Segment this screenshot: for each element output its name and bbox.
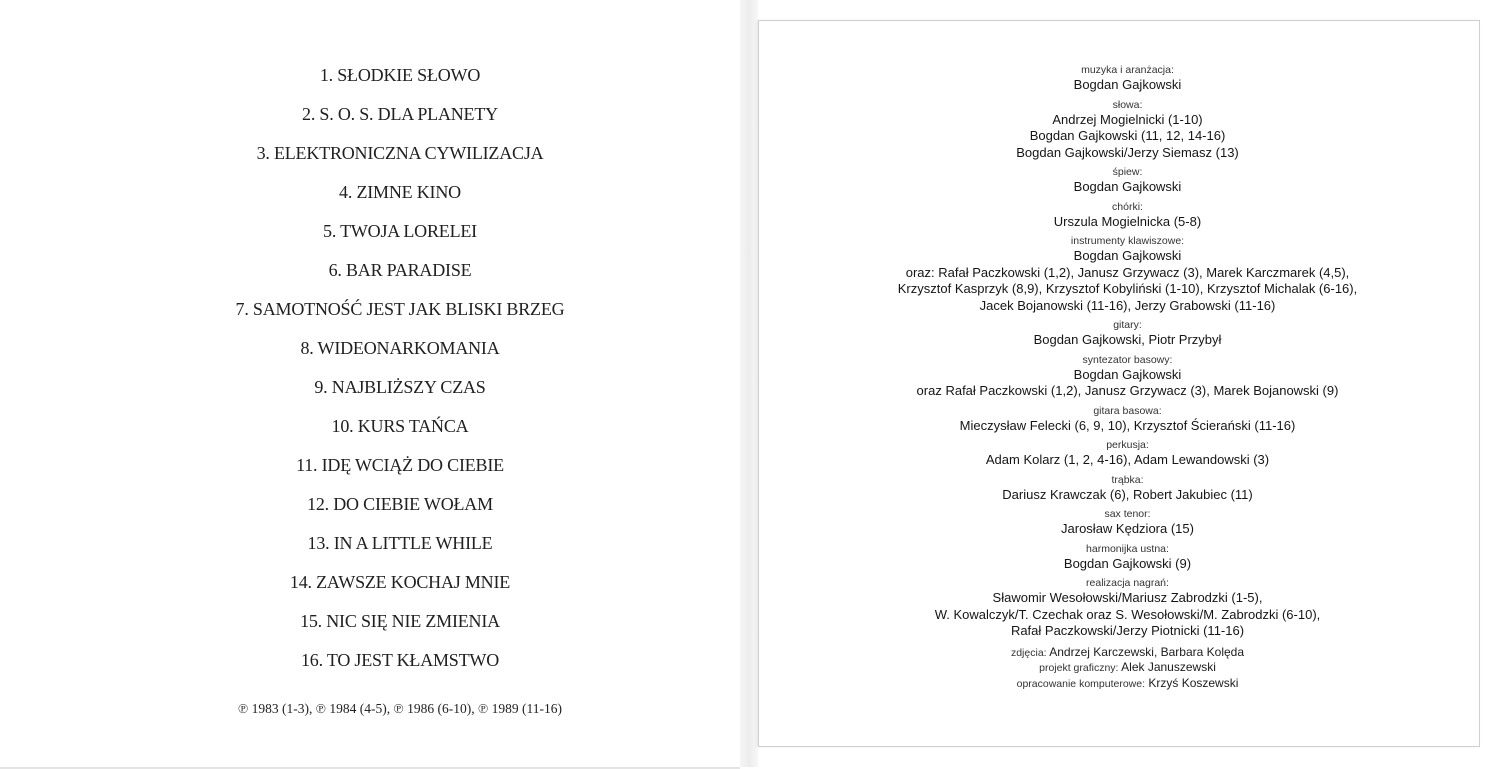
credits-list [759,64,1480,691]
track-item: 10. KURS TAŃCA [331,416,469,436]
credit-name: W. Kowalczyk/T. Czechak oraz S. Wesołowski/M. Zabrodzki (6-10), [934,606,1321,622]
credit-name: Bogdan Gajkowski [1073,248,1182,263]
credit-name: Urszula Mogielnicka (5-8) [1053,213,1202,229]
credit-name: Jarosław Kędziora (15) [1061,521,1194,536]
production-credits [759,645,1480,692]
credit-name: Rafał Paczkowski/Jerzy Piotnicki (11-16) [1010,623,1245,638]
production-credit-line [759,676,1480,692]
track-list [0,59,740,683]
copyright-line: ℗ 1983 (1-3), ℗ 1984 (4-5), ℗ 1986 (6-10), ℗ 1989 (11-16) [238,701,562,716]
credit-role: słowa: [1112,98,1143,111]
production-credit-line [759,645,1480,661]
credit-name: Bogdan Gajkowski/Jerzy Siemasz (13) [1016,144,1239,160]
credit-group [759,474,1480,504]
credit-role: muzyka i aranżacja: [1081,64,1174,76]
credit-role: realizacja nagrań: [1086,577,1169,589]
production-credit-value: Alek Januszewski [1121,660,1216,674]
track-item: 3. ELEKTRONICZNA CYWILIZACJA [256,143,544,163]
credit-name: Krzysztof Kasprzyk (8,9), Krzysztof Kobyliński (1-10), Krzysztof Michalak (6-16), [897,281,1358,296]
credit-group [759,354,1480,400]
track-item: 8. WIDEONARKOMANIA [300,338,500,358]
credit-group [759,201,1480,231]
credit-role: instrumenty klawiszowe: [1070,235,1185,247]
credit-name: Bogdan Gajkowski, Piotr Przybył [1033,332,1222,347]
track-item: 2. S. O. S. DLA PLANETY [302,104,498,124]
credit-name: Bogdan Gajkowski [1073,179,1182,194]
credit-role: chórki: [1112,200,1143,213]
credit-name: Mieczysław Felecki (6, 9, 10), Krzysztof Ścierański (11-16) [959,417,1296,433]
credit-role: gitary: [1113,319,1142,331]
credit-name: Bogdan Gajkowski (11, 12, 14-16) [1029,128,1226,143]
credit-name: oraz: Rafał Paczkowski (1,2), Janusz Grzywacz (3), Marek Karczmarek (4,5), [905,264,1350,280]
credit-name: Bogdan Gajkowski [1073,77,1182,92]
production-credit-value: Andrzej Karczewski, Barbara Kolęda [1049,644,1245,659]
credit-name: Dariusz Krawczak (6), Robert Jakubiec (11) [1002,486,1253,502]
production-credit-label: projekt graficzny: [1039,662,1119,674]
credit-name: Bogdan Gajkowski [1073,366,1182,382]
credit-role: syntezator basowy: [1082,353,1173,366]
credit-group [759,99,1480,162]
production-credit-label: zdjęcia: [1010,646,1047,659]
credit-name: Sławomir Wesołowski/Mariusz Zabrodzki (1-5), [992,590,1263,605]
booklet-fold [740,0,758,767]
track-item: 6. BAR PARADISE [328,260,472,280]
credit-group [759,439,1480,469]
track-item: 4. ZIMNE KINO [339,182,461,202]
production-credit-value: Krzyś Koszewski [1148,675,1239,690]
credit-name: Adam Kolarz (1, 2, 4-16), Adam Lewandowski (3) [985,452,1270,467]
track-item: 5. TWOJA LORELEI [323,221,477,241]
credit-role: trąbka: [1111,473,1144,486]
credit-group [759,508,1480,538]
credit-name: Jacek Bojanowski (11-16), Jerzy Grabowski (11-16) [979,297,1276,313]
credit-role: sax tenor: [1104,508,1151,520]
track-item: 15. NIC SIĘ NIE ZMIENIA [300,611,500,631]
credit-name: Andrzej Mogielnicki (1-10) [1052,111,1203,127]
credit-name: oraz Rafał Paczkowski (1,2), Janusz Grzywacz (3), Marek Bojanowski (9) [916,383,1339,398]
credit-role: perkusja: [1106,439,1149,451]
production-credit-line [759,660,1480,676]
credit-role: śpiew: [1112,166,1143,178]
credit-group [759,166,1480,196]
credit-role: harmonijka ustna: [1086,542,1169,555]
left-booklet-page [0,0,740,769]
credit-group [759,319,1480,349]
track-item: 14. ZAWSZE KOCHAJ MNIE [289,572,511,592]
credit-group [759,577,1480,640]
track-item: 13. IN A LITTLE WHILE [307,533,493,553]
credit-group [759,235,1480,314]
credit-name: Bogdan Gajkowski (9) [1063,555,1192,571]
production-credit-label: opracowanie komputerowe: [1016,677,1146,690]
credit-role: gitara basowa: [1093,404,1162,417]
credit-group [759,543,1480,573]
right-booklet-page [758,20,1480,747]
track-item: 16. TO JEST KŁAMSTWO [300,650,500,670]
credit-group [759,64,1480,94]
track-item: 12. DO CIEBIE WOŁAM [307,494,493,514]
credit-group [759,405,1480,435]
track-item: 9. NAJBLIŻSZY CZAS [314,377,486,397]
track-item: 7. SAMOTNOŚĆ JEST JAK BLISKI BRZEG [235,299,565,319]
track-item: 11. IDĘ WCIĄŻ DO CIEBIE [296,455,504,475]
track-item: 1. SŁODKIE SŁOWO [319,65,481,85]
